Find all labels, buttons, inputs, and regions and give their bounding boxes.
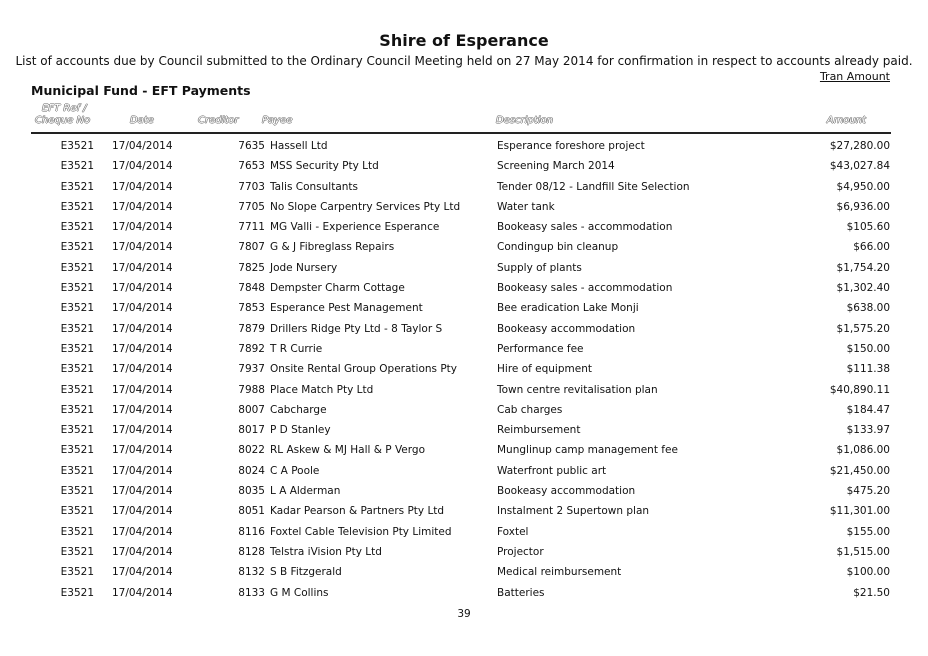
date-cell: 17/04/2014 xyxy=(112,200,173,213)
payee-cell: Dempster Charm Cottage xyxy=(270,282,405,295)
creditor-cell: 8128 xyxy=(238,545,265,558)
date-cell: 17/04/2014 xyxy=(112,566,173,579)
payee-cell: MSS Security Pty Ltd xyxy=(270,160,379,173)
date-cell: 17/04/2014 xyxy=(112,444,173,457)
creditor-cell: 7635 xyxy=(238,140,265,152)
creditor-cell: 7879 xyxy=(238,322,265,335)
amount-cell: $1,575.20 xyxy=(836,322,890,335)
ref-cell: E3521 xyxy=(60,403,94,416)
creditor-cell: 7653 xyxy=(238,160,265,173)
ref-cell: E3521 xyxy=(60,140,94,152)
amount-cell: $133.97 xyxy=(846,424,890,437)
payee-cell: RL Askew & MJ Hall & P Vergo xyxy=(270,444,425,457)
description-cell: Water tank xyxy=(497,200,555,213)
ref-cell: E3521 xyxy=(60,322,94,335)
ref-cell: E3521 xyxy=(60,586,94,599)
table-row xyxy=(0,440,928,460)
amount-cell: $475.20 xyxy=(846,485,890,498)
creditor-cell: 7807 xyxy=(238,241,265,254)
tran-amount-label: Tran Amount xyxy=(819,70,890,83)
ref-cell: E3521 xyxy=(60,261,94,274)
report-subtitle: List of accounts due by Council submitted to the Ordinary Council Meeting held on 27 May 2014 for confirmation in respect to accounts already paid. xyxy=(15,54,913,68)
ref-cell: E3521 xyxy=(60,444,94,457)
table-row xyxy=(0,380,928,400)
table-row xyxy=(0,319,928,339)
amount-cell: $1,515.00 xyxy=(836,545,890,558)
description-cell: Foxtel xyxy=(497,525,529,538)
table-row xyxy=(0,197,928,217)
ref-cell: E3521 xyxy=(60,282,94,295)
creditor-cell: 8017 xyxy=(238,424,265,437)
creditor-cell: 8133 xyxy=(238,586,265,599)
ref-cell: E3521 xyxy=(60,505,94,518)
description-cell: Condingup bin cleanup xyxy=(497,241,619,254)
ref-cell: E3521 xyxy=(60,302,94,315)
description-cell: Supply of plants xyxy=(497,261,582,274)
amount-cell: $1,086.00 xyxy=(836,444,890,457)
amount-cell: $150.00 xyxy=(846,342,890,355)
payments-table xyxy=(0,136,928,603)
description-cell: Bookeasy sales - accommodation xyxy=(497,221,673,234)
creditor-cell: 7825 xyxy=(238,261,265,274)
description-cell: Instalment 2 Supertown plan xyxy=(497,505,650,518)
creditor-cell: 7853 xyxy=(238,302,265,315)
table-row xyxy=(0,501,928,521)
amount-cell: $155.00 xyxy=(846,525,890,538)
date-cell: 17/04/2014 xyxy=(112,322,173,335)
creditor-cell: 8132 xyxy=(238,566,265,579)
payee-cell: Jode Nursery xyxy=(270,261,338,274)
ref-cell: E3521 xyxy=(60,545,94,558)
table-row xyxy=(0,522,928,542)
table-row xyxy=(0,156,928,176)
creditor-cell: 8035 xyxy=(238,485,265,498)
table-row xyxy=(0,258,928,278)
payee-cell: Telstra iVision Pty Ltd xyxy=(270,545,382,558)
date-cell: 17/04/2014 xyxy=(112,160,173,173)
creditor-cell: 7988 xyxy=(238,383,265,396)
table-row xyxy=(0,562,928,582)
payee-cell: G & J Fibreglass Repairs xyxy=(270,241,395,254)
description-cell: Bookeasy sales - accommodation xyxy=(497,282,673,295)
amount-cell: $184.47 xyxy=(846,403,890,416)
ref-cell: E3521 xyxy=(60,221,94,234)
amount-cell: $6,936.00 xyxy=(836,200,890,213)
date-cell: 17/04/2014 xyxy=(112,302,173,315)
table-row xyxy=(0,400,928,420)
amount-cell: $4,950.00 xyxy=(836,180,890,193)
date-cell: 17/04/2014 xyxy=(112,525,173,538)
table-row xyxy=(0,237,928,257)
description-cell: Bookeasy accommodation xyxy=(497,485,636,498)
table-row xyxy=(0,217,928,237)
creditor-cell: 7711 xyxy=(238,221,265,234)
table-row xyxy=(0,420,928,440)
payee-cell: MG Valli - Experience Esperance xyxy=(270,221,440,234)
creditor-cell: 7848 xyxy=(238,282,265,295)
ref-cell: E3521 xyxy=(60,485,94,498)
page-number: 39 xyxy=(457,608,471,620)
payee-cell: S B Fitzgerald xyxy=(270,566,342,579)
payee-cell: No Slope Carpentry Services Pty Ltd xyxy=(270,200,461,213)
date-cell: 17/04/2014 xyxy=(112,586,173,599)
amount-cell: $1,754.20 xyxy=(836,261,890,274)
payee-cell: Hassell Ltd xyxy=(270,140,328,152)
table-row xyxy=(0,298,928,318)
payee-cell: G M Collins xyxy=(270,586,329,599)
date-cell: 17/04/2014 xyxy=(112,485,173,498)
payee-cell: Cabcharge xyxy=(270,403,327,416)
ref-cell: E3521 xyxy=(60,363,94,376)
description-cell: Bee eradication Lake Monji xyxy=(497,302,639,315)
table-row xyxy=(0,461,928,481)
ref-cell: E3521 xyxy=(60,241,94,254)
column-header-description: Description xyxy=(496,115,553,126)
date-cell: 17/04/2014 xyxy=(112,282,173,295)
payee-cell: Foxtel Cable Television Pty Limited xyxy=(270,525,452,538)
amount-cell: $40,890.11 xyxy=(829,383,890,396)
description-cell: Projector xyxy=(497,545,544,558)
ref-cell: E3521 xyxy=(60,160,94,173)
date-cell: 17/04/2014 xyxy=(112,261,173,274)
table-row xyxy=(0,542,928,562)
date-cell: 17/04/2014 xyxy=(112,505,173,518)
description-cell: Munglinup camp management fee xyxy=(497,444,678,457)
amount-cell: $1,302.40 xyxy=(836,282,890,295)
column-header-amount: Amount xyxy=(826,115,866,126)
creditor-cell: 8116 xyxy=(238,525,265,538)
column-header-ref-line1: EFT Ref / xyxy=(42,103,87,114)
table-row xyxy=(0,136,928,156)
description-cell: Screening March 2014 xyxy=(497,160,615,173)
date-cell: 17/04/2014 xyxy=(112,424,173,437)
amount-cell: $638.00 xyxy=(846,302,890,315)
description-cell: Medical reimbursement xyxy=(497,566,622,579)
amount-cell: $21,450.00 xyxy=(829,464,890,477)
table-row xyxy=(0,481,928,501)
header-rule xyxy=(31,132,891,134)
amount-cell: $11,301.00 xyxy=(829,505,890,518)
ref-cell: E3521 xyxy=(60,383,94,396)
description-cell: Performance fee xyxy=(497,342,584,355)
description-cell: Batteries xyxy=(497,586,545,599)
date-cell: 17/04/2014 xyxy=(112,180,173,193)
date-cell: 17/04/2014 xyxy=(112,241,173,254)
creditor-cell: 8007 xyxy=(238,403,265,416)
ref-cell: E3521 xyxy=(60,200,94,213)
table-row xyxy=(0,278,928,298)
amount-cell: $27,280.00 xyxy=(829,140,890,152)
creditor-cell: 7705 xyxy=(238,200,265,213)
amount-cell: $66.00 xyxy=(853,241,890,254)
ref-cell: E3521 xyxy=(60,525,94,538)
date-cell: 17/04/2014 xyxy=(112,383,173,396)
date-cell: 17/04/2014 xyxy=(112,464,173,477)
report-title: Shire of Esperance xyxy=(379,31,549,50)
payee-cell: Esperance Pest Management xyxy=(270,302,423,315)
payee-cell: T R Currie xyxy=(270,342,323,355)
column-header-payee: Payee xyxy=(262,115,293,126)
column-header-date: Date xyxy=(130,115,154,126)
ref-cell: E3521 xyxy=(60,464,94,477)
ref-cell: E3521 xyxy=(60,180,94,193)
column-header-ref-line2: Cheque No xyxy=(35,115,91,126)
ref-cell: E3521 xyxy=(60,424,94,437)
creditor-cell: 7892 xyxy=(238,342,265,355)
payee-cell: L A Alderman xyxy=(270,485,341,498)
payee-cell: P D Stanley xyxy=(270,424,331,437)
date-cell: 17/04/2014 xyxy=(112,403,173,416)
column-header-creditor: Creditor xyxy=(198,115,239,126)
section-heading: Municipal Fund - EFT Payments xyxy=(31,83,251,98)
description-cell: Hire of equipment xyxy=(497,363,592,376)
description-cell: Bookeasy accommodation xyxy=(497,322,636,335)
amount-cell: $21.50 xyxy=(853,586,890,599)
date-cell: 17/04/2014 xyxy=(112,363,173,376)
table-row xyxy=(0,177,928,197)
creditor-cell: 8051 xyxy=(238,505,265,518)
table-row xyxy=(0,359,928,379)
date-cell: 17/04/2014 xyxy=(112,140,173,152)
description-cell: Town centre revitalisation plan xyxy=(497,383,658,396)
ref-cell: E3521 xyxy=(60,342,94,355)
amount-cell: $105.60 xyxy=(846,221,890,234)
ref-cell: E3521 xyxy=(60,566,94,579)
description-cell: Esperance foreshore project xyxy=(497,140,645,152)
description-cell: Tender 08/12 - Landfill Site Selection xyxy=(497,180,690,193)
creditor-cell: 7703 xyxy=(238,180,265,193)
payee-cell: C A Poole xyxy=(270,464,320,477)
date-cell: 17/04/2014 xyxy=(112,221,173,234)
payee-cell: Place Match Pty Ltd xyxy=(270,383,374,396)
description-cell: Waterfront public art xyxy=(497,464,607,477)
description-cell: Reimbursement xyxy=(497,424,581,437)
amount-cell: $43,027.84 xyxy=(829,160,890,173)
table-row xyxy=(0,339,928,359)
date-cell: 17/04/2014 xyxy=(112,342,173,355)
amount-cell: $111.38 xyxy=(846,363,890,376)
creditor-cell: 7937 xyxy=(238,363,265,376)
payee-cell: Onsite Rental Group Operations Pty xyxy=(270,363,457,376)
amount-cell: $100.00 xyxy=(846,566,890,579)
table-row xyxy=(0,583,928,603)
payee-cell: Talis Consultants xyxy=(270,180,358,193)
payee-cell: Kadar Pearson & Partners Pty Ltd xyxy=(270,505,445,518)
payee-cell: Drillers Ridge Pty Ltd - 8 Taylor S xyxy=(270,322,443,335)
description-cell: Cab charges xyxy=(497,403,563,416)
creditor-cell: 8022 xyxy=(238,444,265,457)
creditor-cell: 8024 xyxy=(238,464,265,477)
date-cell: 17/04/2014 xyxy=(112,545,173,558)
